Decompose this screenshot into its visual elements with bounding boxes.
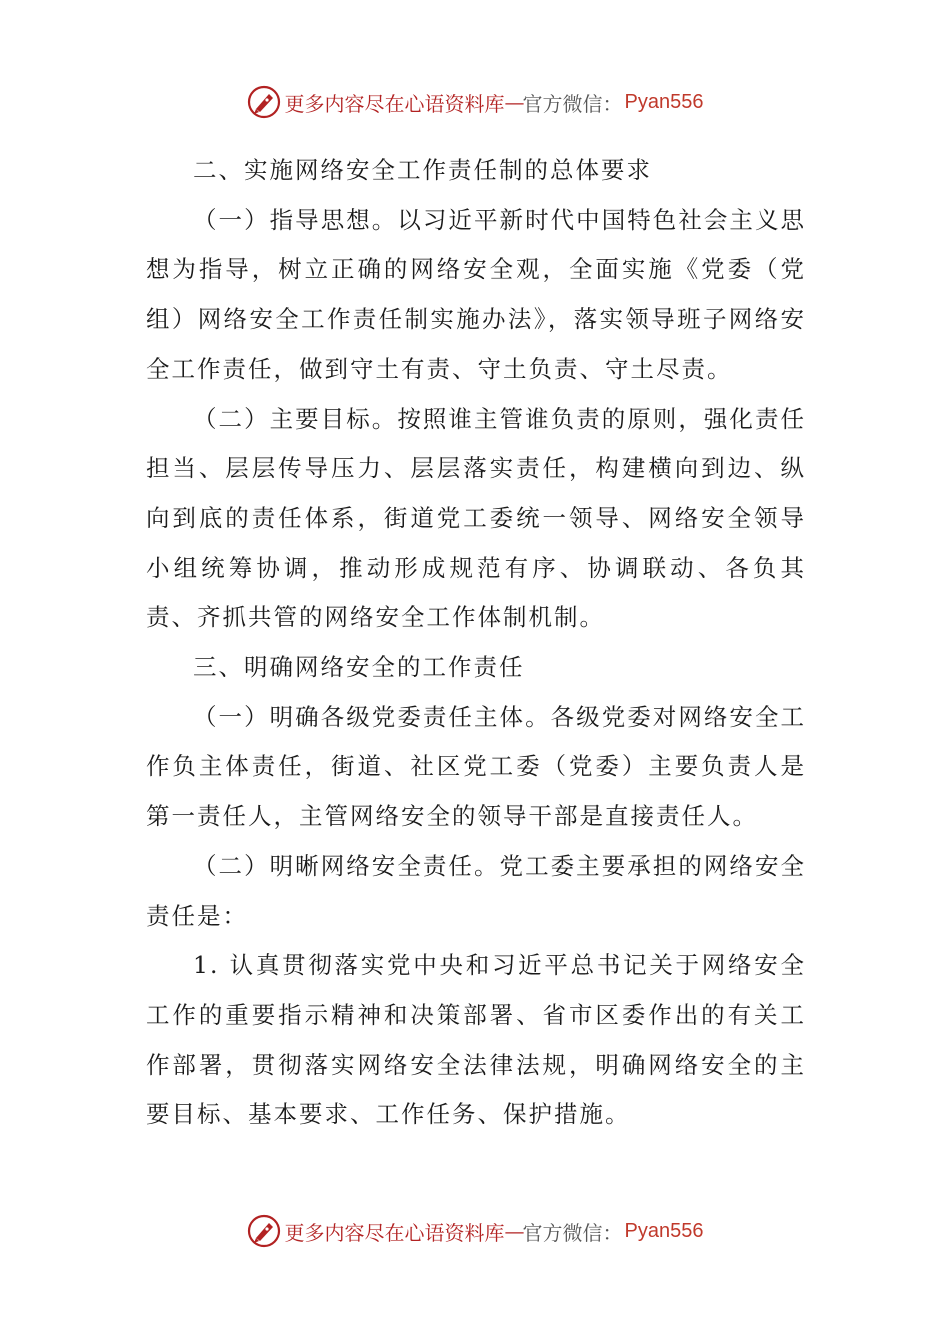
watermark-site-text: 更多内容尽在心语资料库	[284, 1220, 505, 1245]
watermark-wechat-id: Pyan556	[624, 1219, 704, 1242]
watermark-site-text: 更多内容尽在心语资料库	[284, 91, 505, 116]
paragraph-clarify-responsibility: （二）明晰网络安全责任。党工委主要承担的网络安全责任是：	[146, 851, 806, 930]
pen-nib-logo-icon	[247, 1214, 281, 1248]
watermark-wechat-id: Pyan556	[624, 90, 704, 113]
paragraph-responsibility-subject: （一）明确各级党委责任主体。各级党委对网络安全工作负主体责任，街道、社区党工委（党委）主要负责人是第一责任人，主管网络安全的领导干部是直接责任人。	[146, 702, 806, 831]
document-body	[146, 146, 806, 1140]
section-heading-2: 二、实施网络安全工作责任制的总体要求	[193, 156, 652, 184]
footer-watermark	[0, 1211, 950, 1251]
paragraph-guiding-thought: （一）指导思想。以习近平新时代中国特色社会主义思想为指导，树立正确的网络安全观，全面实施《党委（党组）网络安全工作责任制实施办法》，落实领导班子网络安全工作责任，做到守土有责、守土负责、守土尽责。	[146, 205, 806, 383]
paragraph-item-1: 1. 认真贯彻落实党中央和习近平总书记关于网络安全工作的重要指示精神和决策部署、省市区委作出的有关工作部署，贯彻落实网络安全法律法规，明确网络安全的主要目标、基本要求、工作任务、保护措施。	[146, 951, 806, 1129]
paragraph-main-goals: （二）主要目标。按照谁主管谁负责的原则，强化责任担当、层层传导压力、层层落实责任，构建横向到边、纵向到底的责任体系，街道党工委统一领导、网络安全领导小组统筹协调，推动形成规范有序、协调联动、各负其责、齐抓共管的网络安全工作体制机制。	[146, 404, 806, 632]
watermark-dash: —	[504, 1219, 523, 1243]
pen-nib-logo-icon	[247, 85, 281, 119]
header-watermark	[0, 82, 950, 122]
section-heading-3: 三、明确网络安全的工作责任	[193, 653, 525, 682]
watermark-official-label: 官方微信：	[522, 91, 623, 116]
watermark-official-label: 官方微信：	[522, 1220, 623, 1245]
watermark-dash: —	[504, 90, 523, 114]
